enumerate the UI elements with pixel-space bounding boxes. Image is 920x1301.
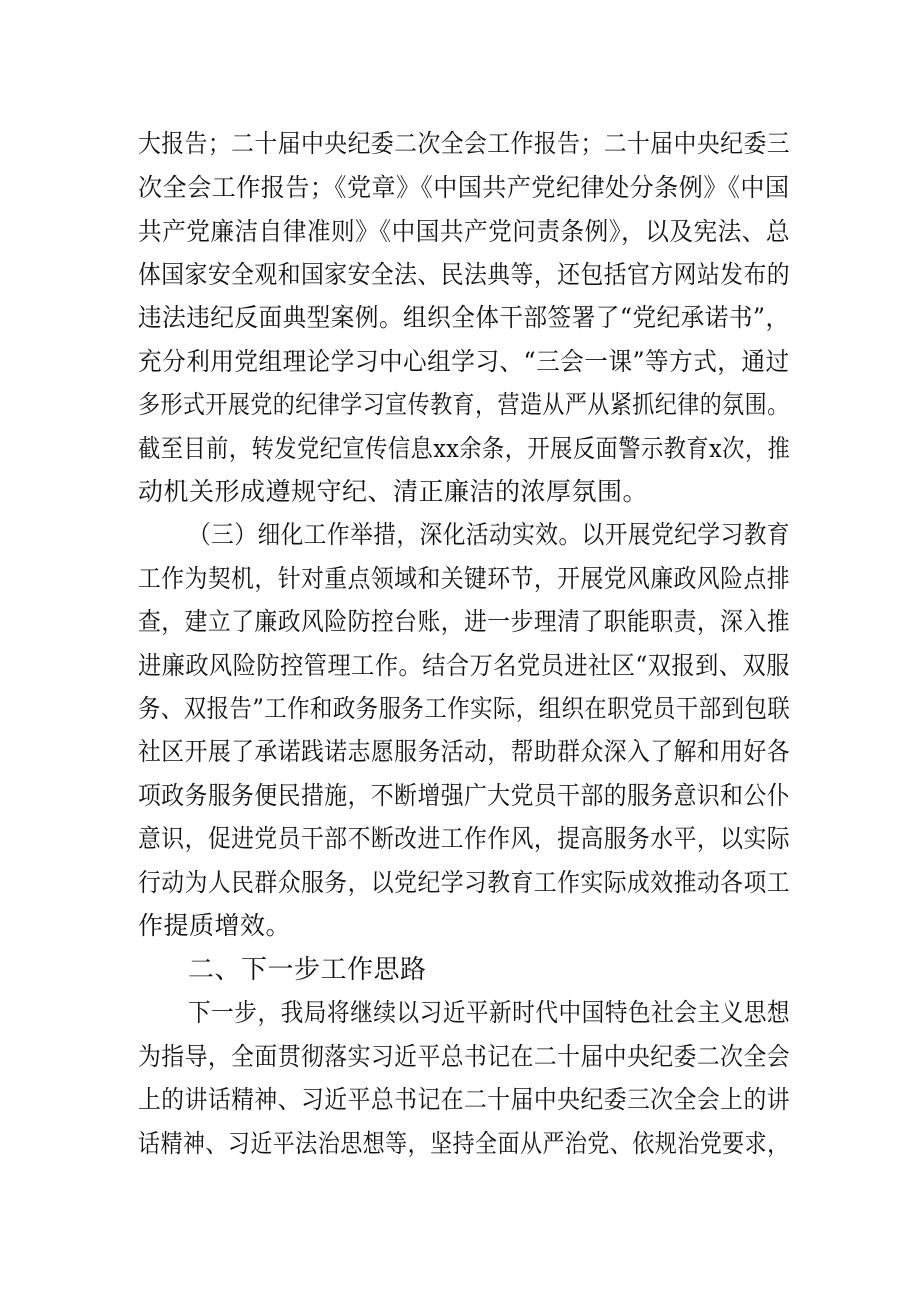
paragraph-line: 充分利用党组理论学习中心组学习、“三会一课”等方式，通过 [138,347,790,376]
paragraph-line: 次全会工作报告；《党章》《中国共产党纪律处分条例》《中国 [138,173,790,202]
paragraph-line: 截至目前，转发党纪宣传信息xx余条，开展反面警示教育x次，推 [138,434,791,463]
paragraph-line: 动机关形成遵规守纪、清正廉洁的浓厚氛围。 [138,477,649,506]
paragraph-line: 社区开展了承诺践诺志愿服务活动，帮助群众深入了解和用好各 [138,737,791,766]
paragraph-line: 作提质增效。 [138,911,292,940]
paragraph-line: 项政务服务便民措施，不断增强广大党员干部的服务意识和公仆 [138,781,791,810]
paragraph-line: 共产党廉洁自律准则》《中国共产党问责条例》，以及宪法、总 [138,217,791,246]
section-paragraph-start: （三）细化工作举措，深化活动实效。以开展党纪学习教育 [188,520,791,549]
paragraph-line: 查，建立了廉政风险防控台账，进一步理清了职能职责，深入推 [138,607,791,636]
paragraph-line: 工作为契机，针对重点领域和关键环节，开展党风廉政风险点排 [138,564,791,593]
paragraph-line: 下一步，我局将继续以习近平新时代中国特色社会主义思想 [188,998,791,1027]
paragraph-line: 为指导，全面贯彻落实习近平总书记在二十届中央纪委二次全会 [138,1042,791,1071]
paragraph-line: 违法违纪反面典型案例。组织全体干部签署了“党纪承诺书”， [138,303,790,332]
paragraph-line: 大报告；二十届中央纪委二次全会工作报告；二十届中央纪委三 [138,129,791,158]
paragraph-line: 体国家安全观和国家安全法、民法典等，还包括官方网站发布的 [138,260,791,289]
section-heading: 二、下一步工作思路 [188,955,427,985]
paragraph-line: 多形式开展党的纪律学习宣传教育，营造从严从紧抓纪律的氛围。 [138,390,790,419]
paragraph-line: 话精神、习近平法治思想等，坚持全面从严治党、依规治党要求， [138,1129,790,1158]
paragraph-line: 意识，促进党员干部不断改进工作作风，提高服务水平，以实际 [138,824,791,853]
paragraph-line: 上的讲话精神、习近平总书记在二十届中央纪委三次全会上的讲 [138,1085,791,1114]
paragraph-line: 务、双报告”工作和政务服务工作实际，组织在职党员干部到包联 [138,694,791,723]
paragraph-line: 行动为人民群众服务，以党纪学习教育工作实际成效推动各项工 [138,868,791,897]
paragraph-line: 进廉政风险防控管理工作。结合万名党员进社区“双报到、双服 [138,651,790,680]
